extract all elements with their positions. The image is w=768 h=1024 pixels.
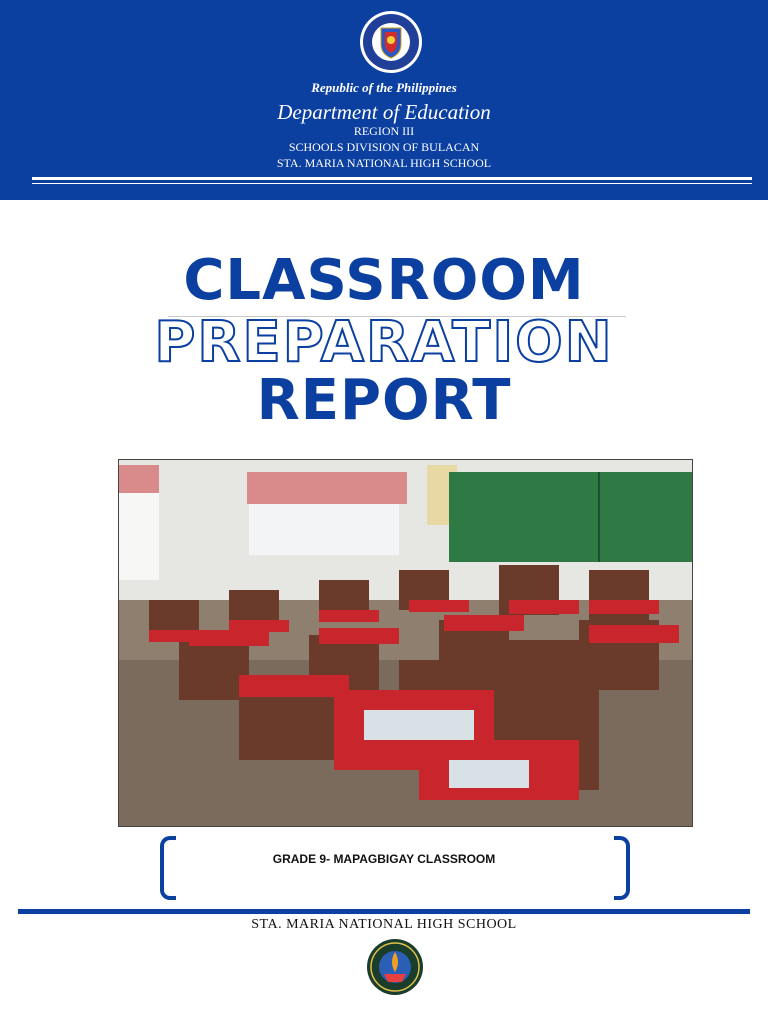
label-bracket-left [160,836,176,900]
header-band [0,0,768,200]
header-divider-thin [32,183,752,184]
school-heading: STA. MARIA NATIONAL HIGH SCHOOL [276,156,492,170]
title-report: REPORT [256,368,512,433]
label-bracket-right [614,836,630,900]
school-seal-icon [366,938,424,996]
deped-seal-icon [359,10,423,74]
republic-heading: Republic of the Philippines [311,80,457,95]
classroom-photo [118,459,693,827]
classroom-photo-image [119,460,692,826]
footer-divider [18,909,750,914]
footer-school-name: STA. MARIA NATIONAL HIGH SCHOOL [251,917,517,932]
department-heading: Department of Education [277,100,491,124]
region-heading: REGION III [353,124,415,138]
title-classroom: CLASSROOM [183,248,585,313]
title-preparation: PREPARATION [154,310,614,375]
header-divider [32,177,752,180]
classroom-label: GRADE 9- MAPAGBIGAY CLASSROOM [272,852,496,866]
division-heading: SCHOOLS DIVISION OF BULACAN [288,140,480,154]
